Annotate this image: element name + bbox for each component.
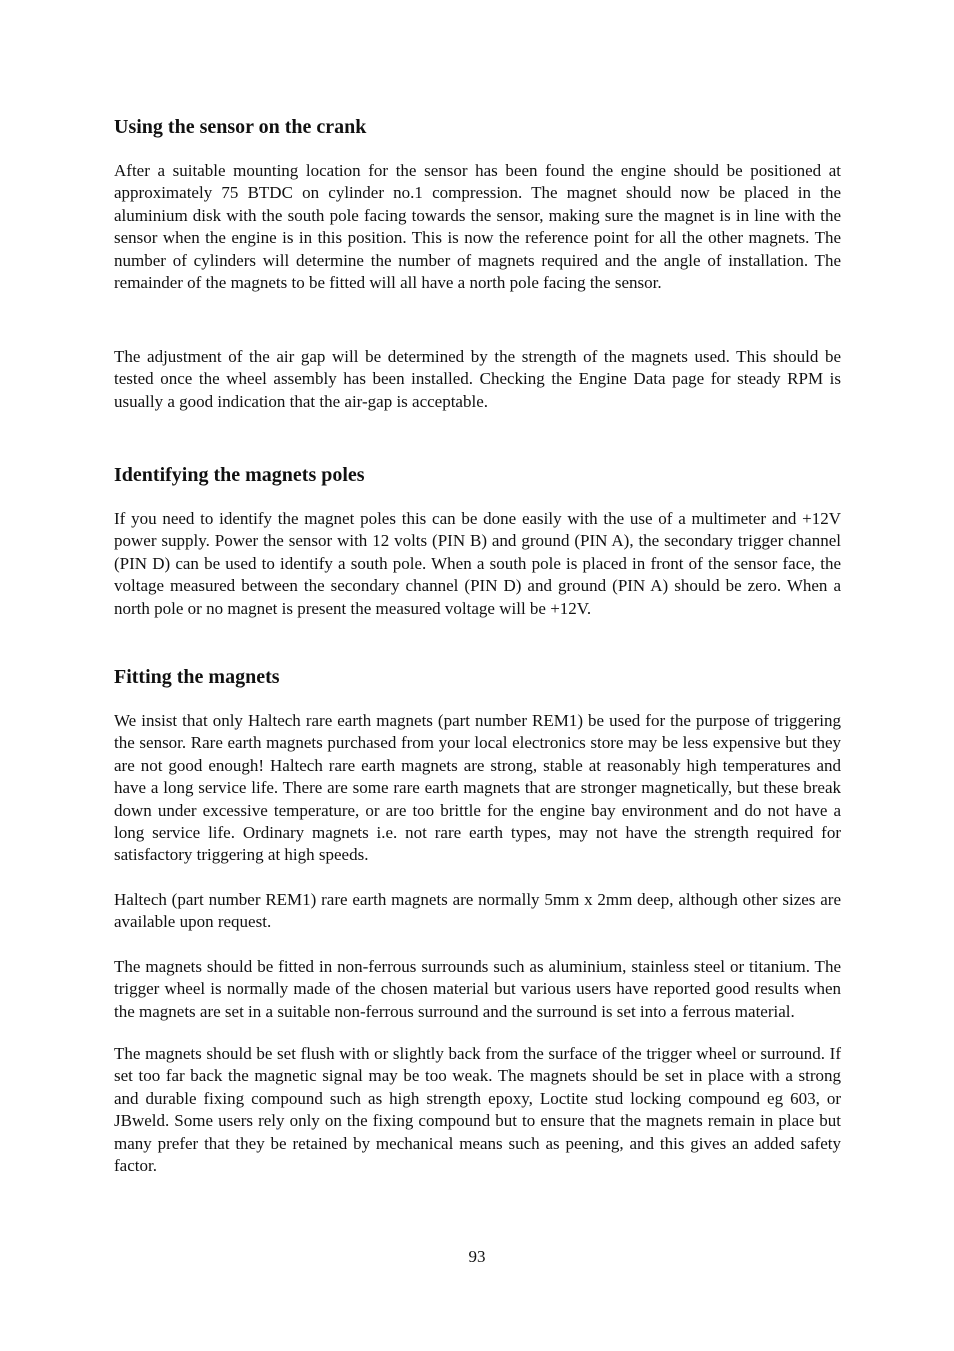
paragraph: The adjustment of the air gap will be determined by the strength of the magnets used. This should be tested once the wheel assembly has been installed. Checking the Engine Data page for steady RPM is usually a good indication that the air-gap is acceptable. <box>114 347 841 411</box>
section-fitting-heading-block <box>114 665 841 689</box>
paragraph: We insist that only Haltech rare earth magnets (part number REM1) be used for the purpose of triggering the sensor. Rare earth magnets purchased from your local electronics store may be less expensive but they are not good enough! Haltech rare earth magnets are strong, stable at reasonably high temperatures and have a long service life. There are some rare earth magnets that are stronger magnetically, but these break down under excessive temperature, or are too brittle for the engine bay environment and do not have a long service life. Ordinary magnets i.e. not rare earth types, may not have the strength required for satisfactory triggering at high speeds. <box>114 711 841 865</box>
section-crank-heading-block <box>114 115 841 139</box>
section-heading: Fitting the magnets <box>114 666 280 688</box>
section-heading: Using the sensor on the crank <box>114 116 367 138</box>
paragraph: The magnets should be set flush with or slightly back from the surface of the trigger wheel or surround. If set too far back the magnetic signal may be too weak. The magnets should be set in place with a strong and durable fixing compound such as high strength epoxy, Loctite stud locking compound eg 603, or JBweld. Some users rely only on the fixing compound but to ensure that the magnets remain in place but many prefer that they be retained by mechanical means such as peening, and this gives an added safety factor. <box>114 1044 841 1176</box>
paragraph: After a suitable mounting location for the sensor has been found the engine should be positioned at approximately 75 BTDC on cylinder no.1 compression. The magnet should now be placed in the aluminium disk with the south pole facing towards the sensor, making sure the magnet is in line with the sensor when the engine is in this position. This is now the reference point for all the other magnets. The number of cylinders will determine the number of magnets required and the angle of installation. The remainder of the magnets to be fitted will all have a north pole facing the sensor. <box>114 161 841 293</box>
paragraph: The magnets should be fitted in non-ferrous surrounds such as aluminium, stainless steel or titanium. The trigger wheel is normally made of the chosen material but various users have reported good results when the magnets are set in a suitable non-ferrous surround and the surround is set into a ferrous material. <box>114 957 841 1021</box>
section-fitting-paragraph-2 <box>114 889 841 934</box>
section-fitting-paragraph-1 <box>114 710 841 867</box>
section-crank-paragraph-1 <box>114 160 841 294</box>
section-heading: Identifying the magnets poles <box>114 464 365 486</box>
section-fitting-paragraph-4 <box>114 1043 841 1177</box>
section-poles-paragraph-1 <box>114 508 841 620</box>
section-crank-paragraph-2 <box>114 346 841 413</box>
paragraph: If you need to identify the magnet poles this can be done easily with the use of a multimeter and +12V power supply. Power the sensor with 12 volts (PIN B) and ground (PIN A), the secondary trigger channel (PIN D) can be used to identify a south pole. When a south pole is placed in front of the sensor face, the voltage measured between the secondary channel (PIN D) and ground (PIN A) should be zero. When a north pole or no magnet is present the measured voltage will be +12V. <box>114 509 841 618</box>
section-fitting-paragraph-3 <box>114 956 841 1023</box>
paragraph: Haltech (part number REM1) rare earth magnets are normally 5mm x 2mm deep, although other sizes are available upon request. <box>114 890 841 932</box>
page-number: 93 <box>468 1247 486 1266</box>
section-poles-heading-block <box>114 463 841 487</box>
